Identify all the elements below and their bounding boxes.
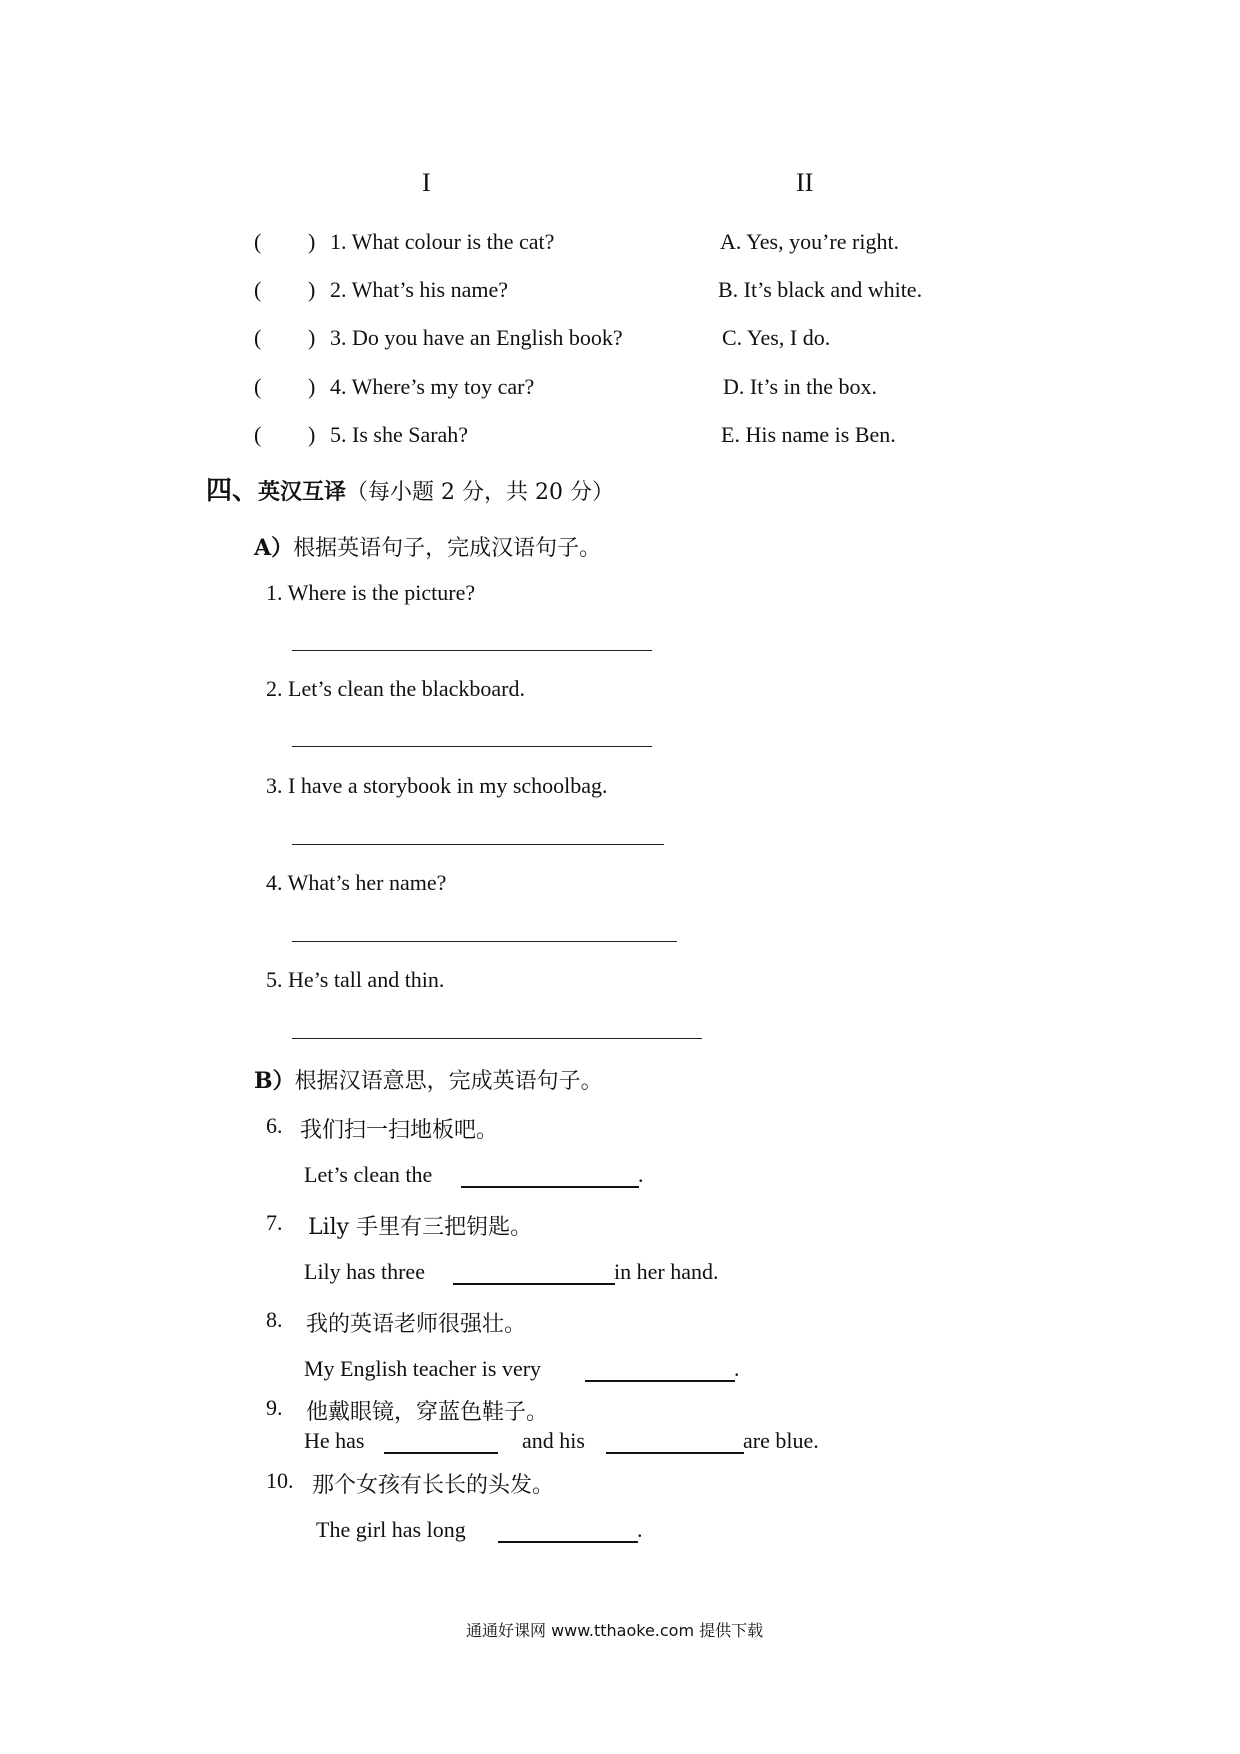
answer-paren-close: ): [308, 374, 316, 399]
chinese-sentence: 我的英语老师很强壮。: [306, 1312, 527, 1337]
question-item: 2. What’s his name?: [330, 277, 508, 302]
english-prompt: He has: [304, 1428, 365, 1453]
answer-paren-open: (: [254, 229, 262, 254]
chinese-sentence: 那个女孩有长长的头发。: [312, 1473, 555, 1498]
answer-line: [292, 1038, 702, 1039]
question-item: 3. Do you have an English book?: [330, 325, 623, 350]
translation-item: 2. Let’s clean the blackboard.: [266, 676, 526, 701]
part-a-label: A）: [254, 535, 294, 561]
item-number: 7.: [266, 1210, 283, 1235]
chinese-sentence: 我们扫一扫地板吧。: [300, 1118, 499, 1143]
answer-line: [292, 650, 652, 651]
translation-item: 4. What’s her name?: [266, 870, 447, 895]
answer-paren-close: ): [308, 277, 316, 302]
english-prompt: Let’s clean the: [304, 1162, 433, 1187]
answer-paren-open: (: [254, 325, 262, 350]
answer-line: [292, 746, 652, 747]
answer-line: [292, 844, 664, 845]
english-ending: .: [734, 1356, 740, 1381]
translation-item: 1. Where is the picture?: [266, 580, 476, 605]
fill-blank[interactable]: [606, 1452, 744, 1454]
part-a-heading: [254, 531, 601, 562]
part-a-instruction: 根据英语句子，完成汉语句子。: [293, 536, 602, 561]
answer-paren-open: (: [254, 277, 262, 302]
answer-option: A. Yes, you’re right.: [720, 229, 900, 254]
translation-item: 3. I have a storybook in my schoolbag.: [266, 773, 608, 798]
english-ending: in her hand.: [614, 1259, 719, 1284]
fill-blank[interactable]: [585, 1380, 735, 1382]
part-b-label: B）: [254, 1068, 295, 1094]
section-number: 四、: [206, 476, 259, 506]
fill-blank[interactable]: [384, 1452, 498, 1454]
item-number: 9.: [266, 1395, 283, 1420]
question-item: 1. What colour is the cat?: [330, 229, 555, 254]
column-heading-2: II: [796, 168, 814, 197]
answer-line: [292, 941, 677, 942]
chinese-sentence: Lily 手里有三把钥匙。: [308, 1215, 533, 1240]
english-prompt: Lily has three: [304, 1259, 425, 1284]
answer-paren-close: ): [308, 229, 316, 254]
translation-item: 5. He’s tall and thin.: [266, 967, 445, 992]
item-number: 10.: [266, 1468, 294, 1493]
item-number: 8.: [266, 1307, 283, 1332]
answer-option: E. His name is Ben.: [721, 422, 896, 447]
answer-paren-open: (: [254, 422, 262, 447]
item-number: 6.: [266, 1113, 283, 1138]
fill-blank[interactable]: [453, 1283, 615, 1285]
english-ending: are blue.: [743, 1428, 819, 1453]
english-middle: and his: [522, 1428, 585, 1453]
answer-option: B. It’s black and white.: [718, 277, 923, 302]
fill-blank[interactable]: [461, 1186, 639, 1188]
answer-option: C. Yes, I do.: [722, 325, 831, 350]
english-ending: .: [638, 1162, 644, 1187]
chinese-sentence: 他戴眼镜，穿蓝色鞋子。: [306, 1400, 549, 1425]
section-note: （每小题 2 分，共 20 分）: [346, 480, 614, 505]
english-ending: .: [637, 1517, 643, 1542]
answer-paren-close: ): [308, 325, 316, 350]
english-prompt: My English teacher is very: [304, 1356, 542, 1381]
part-b-heading: [254, 1064, 603, 1095]
answer-paren-open: (: [254, 374, 262, 399]
part-b-instruction: 根据汉语意思，完成英语句子。: [294, 1069, 603, 1094]
answer-option: D. It’s in the box.: [723, 374, 877, 399]
page-footer: 通通好课网 www.tthaoke.com 提供下载: [466, 1621, 764, 1640]
column-heading-1: I: [422, 168, 431, 197]
answer-paren-close: ): [308, 422, 316, 447]
section-title: 英汉互译: [258, 479, 347, 505]
fill-blank[interactable]: [498, 1541, 638, 1543]
english-prompt: The girl has long: [316, 1517, 466, 1542]
question-item: 5. Is she Sarah?: [330, 422, 469, 447]
section-heading: [206, 470, 614, 507]
question-item: 4. Where’s my toy car?: [330, 374, 535, 399]
